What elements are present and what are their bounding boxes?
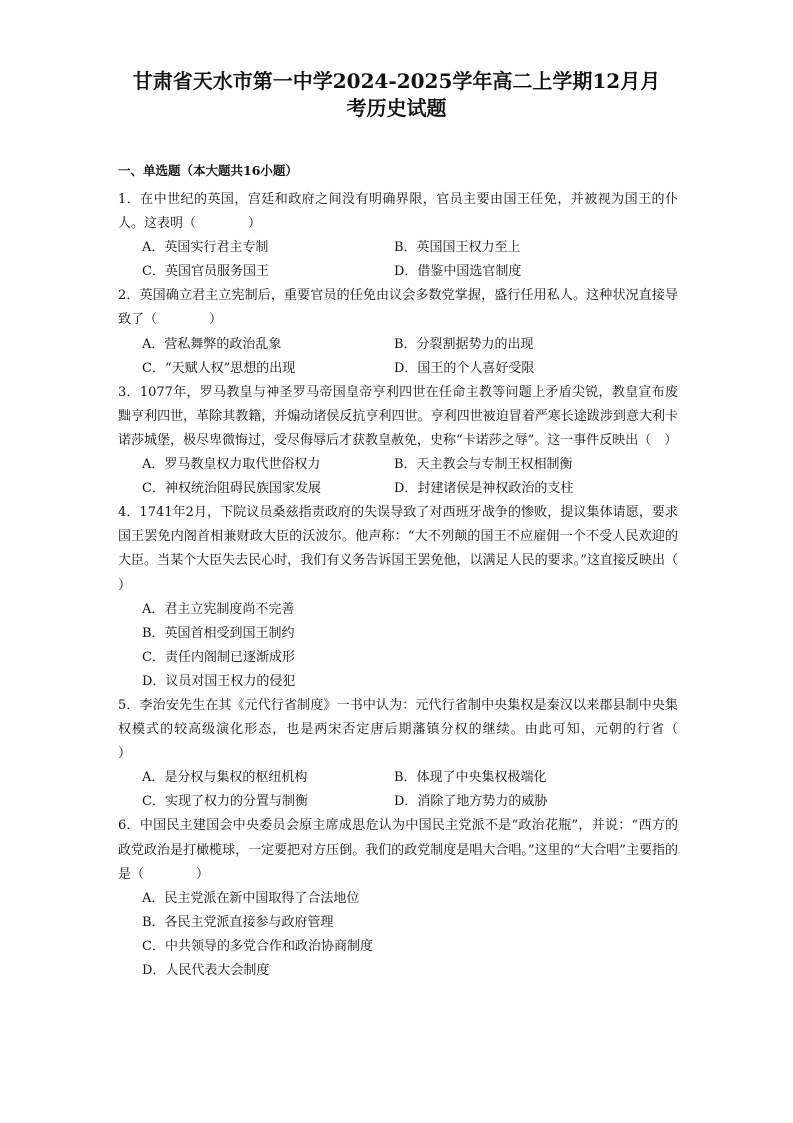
options — [118, 236, 678, 284]
question-stem: 4．1741年2月，下院议员桑兹指责政府的失误导致了对西班牙战争的惨败，提议集体请愿，要求国王罢免内阁首相兼财政大臣的沃波尔。他声称：“大不列颠的国王不应雇佣一个不受人民欢迎的大臣。当某个大臣失去民心时，我们有义务告诉国王罢免他，以满足人民的要求。”这直接反映出（ ） — [118, 505, 731, 593]
question-1 — [118, 188, 678, 284]
question-stem: 2．英国确立君主立宪制后，重要官员的任免由议会多数党掌握，盛行任用私人。这种状况直接导致了（ ） — [118, 288, 678, 328]
option-b[interactable]: B．各民主党派直接参与政府管理 — [142, 914, 334, 930]
option-b[interactable]: B．英国国王权力至上 — [394, 240, 521, 256]
option-d[interactable]: D．借鉴中国选官制度 — [394, 264, 522, 280]
option-b[interactable]: B．天主教会与专制王权相制衡 — [394, 457, 573, 473]
option-a[interactable]: A．是分权与集权的枢纽机构 — [142, 770, 308, 786]
option-a[interactable]: A．英国实行君主专制 — [142, 240, 269, 256]
question-stem: 5．李治安先生在其《元代行省制度》一书中认为：元代行省制中央集权是秦汉以来郡县制中央集权模式的较高级演化形态，也是两宋否定唐后期藩镇分权的继续。由此可知，元朝的行省（ ） — [118, 697, 731, 762]
option-d[interactable]: D．国王的个人喜好受限 — [394, 360, 535, 376]
option-c[interactable]: C．英国官员服务国王 — [142, 264, 269, 280]
option-c[interactable]: C．中共领导的多党合作和政治协商制度 — [142, 938, 373, 954]
options — [118, 333, 678, 381]
option-c[interactable]: C．实现了权力的分置与制衡 — [142, 794, 308, 810]
option-d[interactable]: D．消除了地方势力的威胁 — [394, 794, 548, 810]
option-d[interactable]: D．议员对国王权力的侵犯 — [142, 673, 296, 689]
options — [118, 453, 678, 501]
question-6 — [118, 814, 678, 983]
exam-title — [70, 68, 723, 122]
exam-title-line-1: 甘肃省天水市第一中学2024-2025学年高二上学期12月月 — [132, 69, 661, 93]
option-c[interactable]: C．“天赋人权”思想的出现 — [142, 360, 296, 376]
question-4 — [118, 501, 731, 694]
question-stem: 6．中国民主建国会中央委员会原主席成思危认为中国民主党派不是“政治花瓶”，并说：“西方的政党政治是打橄榄球，一定要把对方压倒。我们的政党制度是唱大合唱。”这里的“大合唱”主要指的是（ ） — [118, 818, 678, 882]
option-d[interactable]: D．封建诸侯是神权政治的支柱 — [394, 481, 574, 497]
question-list — [118, 188, 731, 983]
option-a[interactable]: A．君主立宪制度尚不完善 — [142, 601, 295, 617]
options — [118, 598, 678, 694]
option-b[interactable]: B．分裂割据势力的出现 — [394, 336, 534, 352]
option-b[interactable]: B．英国首相受到国王制约 — [142, 625, 295, 641]
section-heading: 一、单选题（本大题共16小题） — [118, 163, 298, 178]
option-a[interactable]: A．罗马教皇权力取代世俗权力 — [142, 457, 321, 473]
question-2 — [118, 284, 678, 380]
option-a[interactable]: A．营私舞弊的政治乱象 — [142, 336, 282, 352]
question-stem: 1．在中世纪的英国，宫廷和政府之间没有明确界限，官员主要由国王任免，并被视为国王的仆人。这表明（ ） — [118, 192, 678, 232]
option-c[interactable]: C．责任内阁制已逐渐成形 — [142, 649, 295, 665]
option-c[interactable]: C．神权统治阻碍民族国家发展 — [142, 481, 321, 497]
question-3 — [118, 381, 678, 501]
options — [118, 766, 678, 814]
options — [118, 887, 678, 983]
question-stem: 3．1077年，罗马教皇与神圣罗马帝国皇帝亨利四世在任命主教等问题上矛盾尖锐，教皇宣布废黜亨利四世，革除其教籍，并煽动诸侯反抗亨利四世。亨利四世被迫冒着严寒长途跋涉到意大利卡诺莎城堡，极尽卑微悔过，受尽侮辱后才获教皇赦免，史称“卡诺莎之辱”。这一事件反映出（ ） — [118, 384, 678, 448]
exam-title-line-2: 考历史试题 — [346, 96, 447, 120]
question-5 — [118, 694, 731, 814]
option-d[interactable]: D．人民代表大会制度 — [142, 963, 270, 978]
option-b[interactable]: B．体现了中央集权极端化 — [394, 770, 547, 786]
option-a[interactable]: A．民主党派在新中国取得了合法地位 — [142, 890, 360, 906]
